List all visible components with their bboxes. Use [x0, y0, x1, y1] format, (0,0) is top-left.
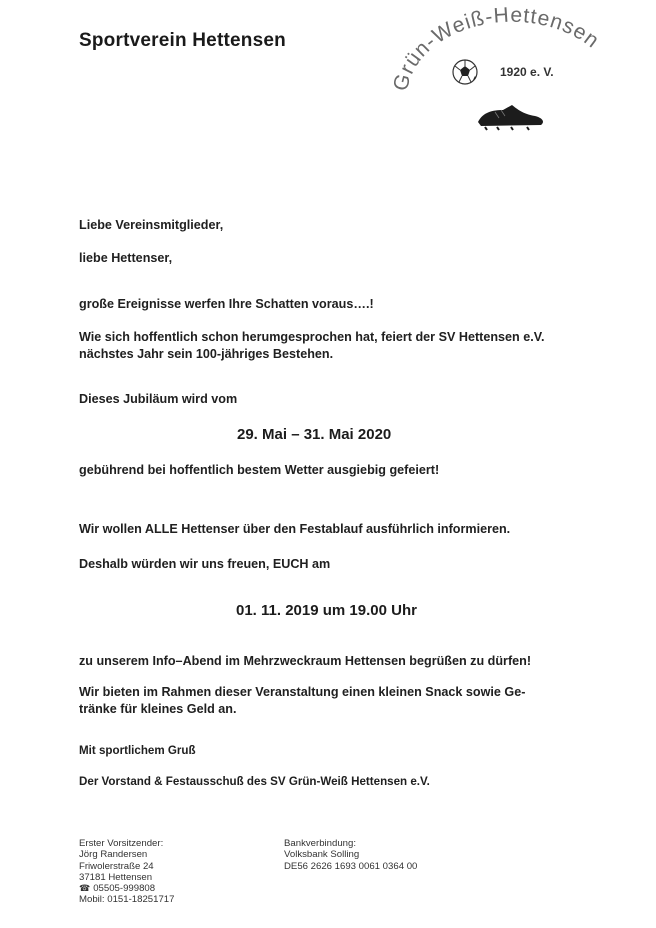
salutation-2: liebe Hettenser,	[79, 251, 173, 265]
snack-line-2: tränke für kleines Geld an.	[79, 702, 237, 716]
club-name: Sportverein Hettensen	[79, 30, 286, 51]
inform-line: Wir wollen ALLE Hettenser über den Festablauf ausführlich informieren.	[79, 522, 511, 536]
chair-phone-row	[79, 883, 174, 894]
salutation-1: Liebe Vereinsmitglieder,	[79, 218, 224, 232]
chair-title: Erster Vorsitzender:	[79, 838, 164, 849]
chair-city: 37181 Hettensen	[79, 871, 153, 883]
footer-chairman	[79, 838, 174, 906]
snack-line-1: Wir bieten im Rahmen dieser Veranstaltung einen kleinen Snack sowie Ge-	[79, 685, 526, 699]
footer-bank	[284, 838, 417, 872]
bank-title: Bankverbindung:	[284, 838, 357, 849]
football-icon	[453, 60, 477, 84]
closing-greeting: Mit sportlichem Gruß	[79, 744, 196, 757]
info-evening-date: 01. 11. 2019 um 19.00 Uhr	[236, 602, 417, 619]
intro-line: große Ereignisse werfen Ihre Schatten voraus….!	[79, 297, 374, 311]
invite-line: Deshalb würden wir uns freuen, EUCH am	[79, 557, 331, 571]
phone-icon: ☎	[79, 883, 91, 894]
logo-arc-text: Grün-Weiß-Hettensen	[388, 3, 604, 94]
bank-name: Volksbank Solling	[284, 849, 360, 861]
anniversary-line-1: Wie sich hoffentlich schon herumgesprochen hat, feiert der SV Hettensen e.V.	[79, 330, 545, 344]
signature-line: Der Vorstand & Festausschuß des SV Grün-Weiß Hettensen e.V.	[79, 775, 430, 788]
chair-name: Jörg Randersen	[79, 849, 148, 861]
celebration-line: gebührend bei hoffentlich bestem Wetter ausgiebig gefeiert!	[79, 463, 440, 477]
jubilee-dates: 29. Mai – 31. Mai 2020	[237, 426, 392, 443]
club-logo	[385, 0, 635, 140]
bank-iban: DE56 2626 1693 0061 0364 00	[284, 860, 418, 872]
football-boot-icon	[478, 105, 543, 130]
jubilee-intro: Dieses Jubiläum wird vom	[79, 392, 238, 406]
logo-year: 1920 e. V.	[500, 65, 554, 79]
chair-phone: 05505-999808	[93, 883, 156, 895]
chair-street: Friwolerstraße 24	[79, 860, 154, 872]
info-evening-line: zu unserem Info–Abend im Mehrzweckraum Hettensen begrüßen zu dürfen!	[79, 654, 532, 668]
chair-mobile: Mobil: 0151-18251717	[79, 894, 175, 906]
anniversary-line-2: nächstes Jahr sein 100-jähriges Bestehen.	[79, 347, 334, 361]
